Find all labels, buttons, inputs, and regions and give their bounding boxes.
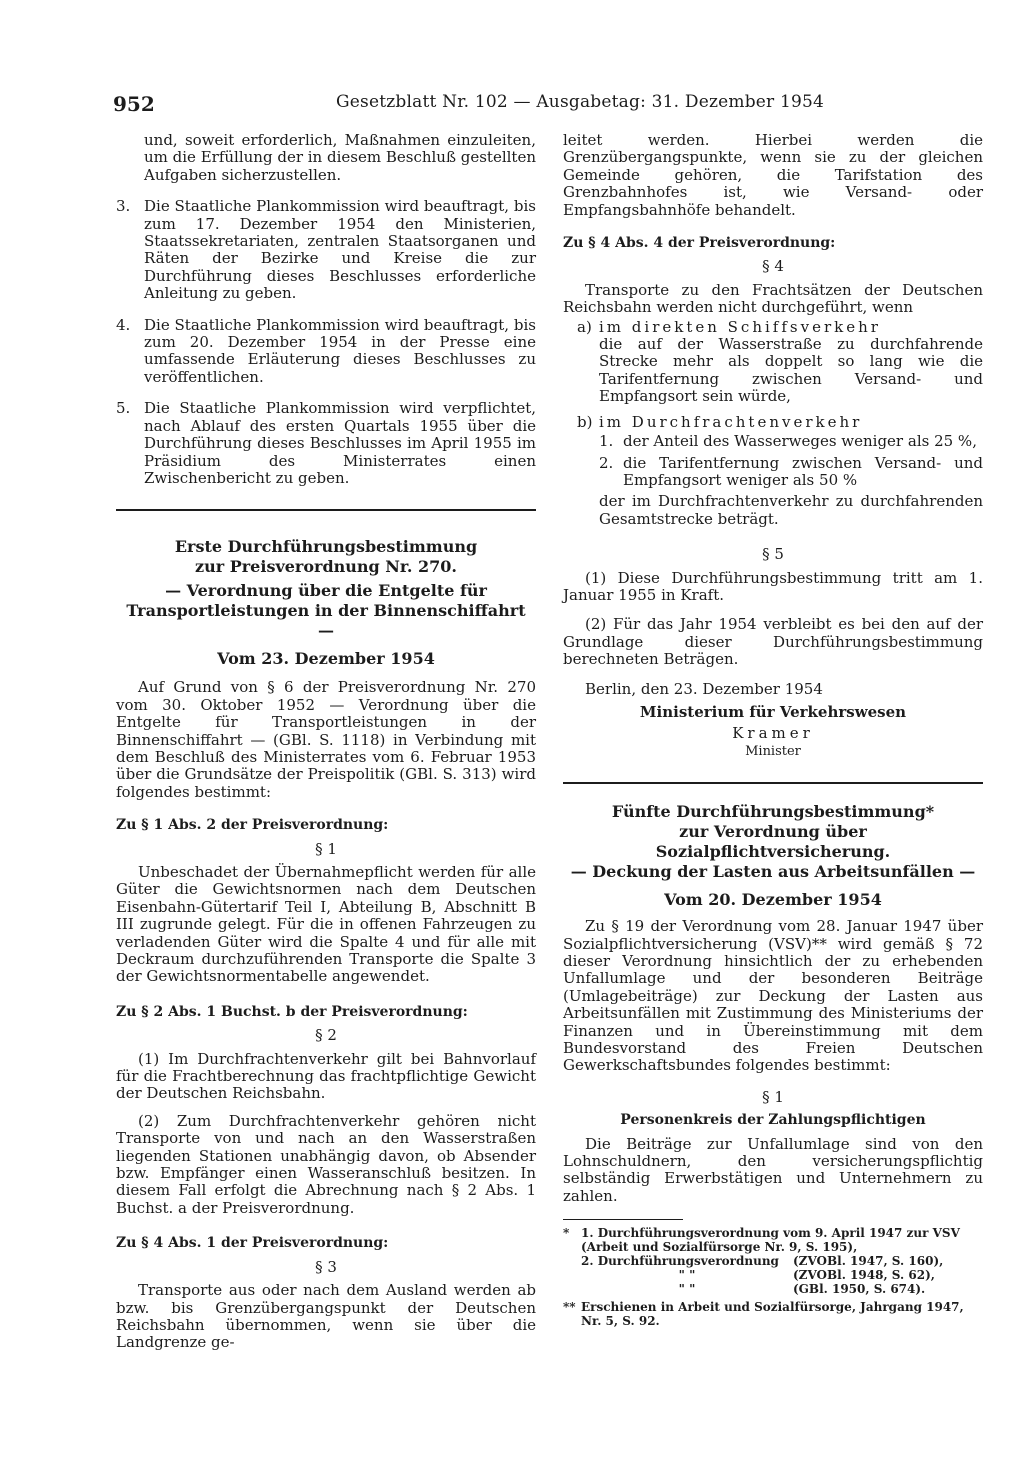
sub-item-label: 2. bbox=[599, 453, 614, 472]
decree-date: Vom 20. Dezember 1954 bbox=[664, 890, 882, 910]
left-column bbox=[116, 132, 536, 1352]
paragraph-heading: Personenkreis der Zahlungspflichtigen bbox=[620, 1112, 926, 1129]
section-divider bbox=[116, 509, 536, 511]
item-label: a) bbox=[577, 317, 592, 336]
footnote-ref: (ZVOBl. 1947, S. 160), bbox=[793, 1254, 944, 1269]
page-header bbox=[113, 92, 983, 120]
item-label: b) bbox=[577, 412, 593, 431]
paragraph-sign: § 1 bbox=[762, 1087, 784, 1106]
item-text: der im Durchfrachtenverkehr zu durchfahrenden Gesamtstrecke beträgt. bbox=[599, 492, 983, 528]
footnote bbox=[563, 1300, 983, 1328]
paragraph-text: (1) Im Durchfrachtenverkehr gilt bei Bahnvorlauf für die Frachtberechnung das frachtpflichtige Gewicht der Deutschen Reichsbahn. bbox=[116, 1049, 536, 1103]
decree-subtitle: — Deckung der Lasten aus Arbeitsunfällen — bbox=[570, 862, 976, 882]
decree-title-line1: Fünfte Durchführungsbestimmung* bbox=[611, 802, 935, 822]
item-title: im direkten Schiffsverkehr bbox=[599, 317, 881, 336]
list-item bbox=[116, 198, 536, 302]
paragraph-text: (1) Diese Durchführungsbestimmung tritt am 1. Januar 1955 in Kraft. bbox=[563, 568, 983, 604]
footnote-text: 2. Durchführungsverordnung bbox=[581, 1254, 779, 1269]
header-title: Gesetzblatt Nr. 102 — Ausgabetag: 31. Dezember 1954 bbox=[336, 92, 825, 112]
decree-title-line1: Erste Durchführungsbestimmung bbox=[174, 537, 478, 557]
decree-date: Vom 23. Dezember 1954 bbox=[217, 649, 435, 669]
section-heading: Zu § 1 Abs. 2 der Preisverordnung: bbox=[116, 817, 389, 834]
sub-item-text: die Tarifentfernung zwischen Versand- und Empfangsort weniger als 50 % bbox=[623, 453, 983, 489]
item-text: Die Staatliche Plankommission wird verpflichtet, nach Ablauf des ersten Quartals 1955 über die Durchführung dieses Beschlusses im April 1955 im Präsidium des Ministerrates einen Zwischenbericht zu geben. bbox=[144, 399, 536, 487]
item-title: im Durchfrachtenverkehr bbox=[599, 412, 863, 431]
decree-subtitle: — Verordnung über die Entgelte für Transportleistungen in der Binnenschiffahrt — bbox=[126, 581, 526, 641]
signer-name: Kramer bbox=[732, 724, 814, 743]
footnotes bbox=[563, 1226, 983, 1328]
paragraph-sign: § 3 bbox=[315, 1257, 337, 1276]
section-heading: Zu § 4 Abs. 4 der Preisverordnung: bbox=[563, 235, 836, 252]
footnote-ditto: " " bbox=[678, 1282, 696, 1297]
paragraph-sign: § 1 bbox=[315, 839, 337, 858]
footnote-mark: * bbox=[563, 1226, 570, 1241]
intro-text: und, soweit erforderlich, Maßnahmen einzuleiten, um die Erfüllung der in diesem Beschluß gestellten Aufgaben sicherzustellen. bbox=[144, 131, 536, 184]
paragraph-text: Transporte aus oder nach dem Ausland werden ab bzw. bis Grenzübergangspunkt der Deutschen Reichsbahn übernommen, wenn sie über die Landgrenze ge- bbox=[116, 1281, 536, 1352]
footnote-mark: ** bbox=[563, 1300, 576, 1315]
sub-item-label: 1. bbox=[599, 432, 614, 451]
footnote-text: 1. Durchführungsverordnung vom 9. April 1947 zur VSV (Arbeit und Sozialfürsorge Nr. 9, S. 195), bbox=[581, 1226, 960, 1255]
decree-title-line2: zur Verordnung über Sozialpflichtversicherung. bbox=[655, 822, 891, 862]
sub-list-item bbox=[599, 433, 983, 450]
paragraph-text: Die Beiträge zur Unfallumlage sind von den Lohnschuldnern, den versicherungspflichtig selbständig Erwerbstätigen und Unternehmern zu zahlen. bbox=[563, 1134, 983, 1205]
decree-preamble: Auf Grund von § 6 der Preisverordnung Nr. 270 vom 30. Oktober 1952 — Verordnung über die Entgelte für Transportleistungen in der Binnenschiffahrt — (GBl. S. 1118) in Verbindung mit dem Beschluß des Ministerrates vom 6. Februar 1953 über die Grundsätze der Preispolitik (GBl. S. 313) wird folgendes bestimmt: bbox=[116, 678, 536, 801]
sub-list-item bbox=[599, 455, 983, 490]
place-date: Berlin, den 23. Dezember 1954 bbox=[585, 679, 823, 698]
paragraph-sign: § 5 bbox=[762, 545, 784, 564]
section-divider bbox=[563, 782, 983, 784]
list-item bbox=[116, 317, 536, 387]
paragraph-text: (2) Für das Jahr 1954 verbleibt es bei den auf der Grundlage dieser Durchführungsbestimmung berechneten Beträgen. bbox=[563, 615, 983, 669]
right-column bbox=[563, 132, 983, 1328]
decree-preamble: Zu § 19 der Verordnung vom 28. Januar 1947 über Sozialpflichtversicherung (VSV)** wird gemäß § 72 dieser Verordnung hinsichtlich der zu erhebenden Unfallumlage und der besonderen Beiträge (Umlagebeiträge) zur Deckung der Lasten aus Arbeitsunfällen mit Zustimmung des Ministeriums der Finanzen und in Übereinstimmung mit dem Bundesvorstand des Freien Deutschen Gewerkschaftsbundes folgendes bestimmt: bbox=[563, 917, 983, 1075]
decree-title-line2: zur Preisverordnung Nr. 270. bbox=[195, 557, 457, 577]
paragraph-sign: § 2 bbox=[315, 1026, 337, 1045]
footnote-ditto: " " bbox=[678, 1268, 696, 1283]
footnote bbox=[563, 1226, 983, 1254]
list-item bbox=[116, 400, 536, 487]
page-number: 952 bbox=[113, 92, 155, 116]
paragraph-text: (2) Zum Durchfrachtenverkehr gehören nicht Transporte von und nach an den Wasserstraßen liegenden Stationen unabhängig davon, ob Absender bzw. Empfänger einen Wasseranschluß besitzen. In diesem Fall erfolgt die Abrechnung nach § 2 Abs. 1 Buchst. a der Preisverordnung. bbox=[116, 1111, 536, 1217]
item-text: die auf der Wasserstraße zu durchfahrende Strecke mehr als doppelt so lang wie die Tarifentfernung zwischen Versand- und Empfangsort sein würde, bbox=[599, 335, 983, 406]
paragraph-text: Transporte zu den Frachtsätzen der Deutschen Reichsbahn werden nicht durchgeführt, wenn bbox=[563, 280, 983, 317]
footnote-divider bbox=[563, 1219, 683, 1220]
sub-item-text: der Anteil des Wasserweges weniger als 25 %, bbox=[623, 432, 977, 451]
paragraph-text: Unbeschadet der Übernahmepflicht werden für alle Güter die Gewichtsnormen nach dem Deutschen Eisenbahn-Gütertarif Teil I, Abteilung B, Abschnitt B III zugrunde gelegt. Für die in offenen Fahrzeugen zu verladenden Güter wird die Spalte 4 und für alle mit Deckraum durchzuführenden Transporte die Spalte 3 der Gewichtsnormentabelle angewendet. bbox=[116, 862, 536, 986]
paragraph-sign: § 4 bbox=[762, 257, 784, 276]
item-text: Die Staatliche Plankommission wird beauftragt, bis zum 17. Dezember 1954 den Ministerien, Staatssekretariaten, zentralen Staatsorganen und Räten der Bezirke und Kreise die zur Durchführung dieses Beschlusses erforderliche Anleitung zu geben. bbox=[144, 197, 536, 303]
item-number: 4. bbox=[116, 315, 131, 334]
paragraph-continuation: leitet werden. Hierbei werden die Grenzübergangspunkte, wenn sie zu der gleichen Gemeinde gehören, die Tarifstation des Grenzbahnhofes ist, wie Versand- oder Empfangsbahnhöfe behandelt. bbox=[563, 131, 983, 219]
list-item bbox=[577, 414, 983, 431]
section-heading: Zu § 4 Abs. 1 der Preisverordnung: bbox=[116, 1235, 389, 1252]
footnote-ref: (GBl. 1950, S. 674). bbox=[793, 1282, 926, 1297]
item-number: 5. bbox=[116, 399, 131, 418]
footnote-line bbox=[581, 1268, 983, 1282]
item-number: 3. bbox=[116, 197, 131, 216]
item-text: Die Staatliche Plankommission wird beauftragt, bis zum 20. Dezember 1954 in der Presse eine umfassende Erläuterung dieses Beschlusses zu veröffentlichen. bbox=[144, 315, 536, 386]
footnote-line bbox=[581, 1254, 983, 1268]
footnote-ref: (ZVOBl. 1948, S. 62), bbox=[793, 1268, 935, 1283]
list-item bbox=[577, 319, 983, 336]
ministry-name: Ministerium für Verkehrswesen bbox=[639, 702, 907, 721]
footnote-line bbox=[581, 1282, 983, 1296]
signer-role: Minister bbox=[745, 743, 801, 759]
decree-2 bbox=[563, 802, 983, 1205]
section-heading: Zu § 2 Abs. 1 Buchst. b der Preisverordnung: bbox=[116, 1003, 468, 1020]
decree-1 bbox=[116, 537, 536, 1351]
footnote-text: Erschienen in Arbeit und Sozialfürsorge, Jahrgang 1947, Nr. 5, S. 92. bbox=[581, 1300, 964, 1329]
